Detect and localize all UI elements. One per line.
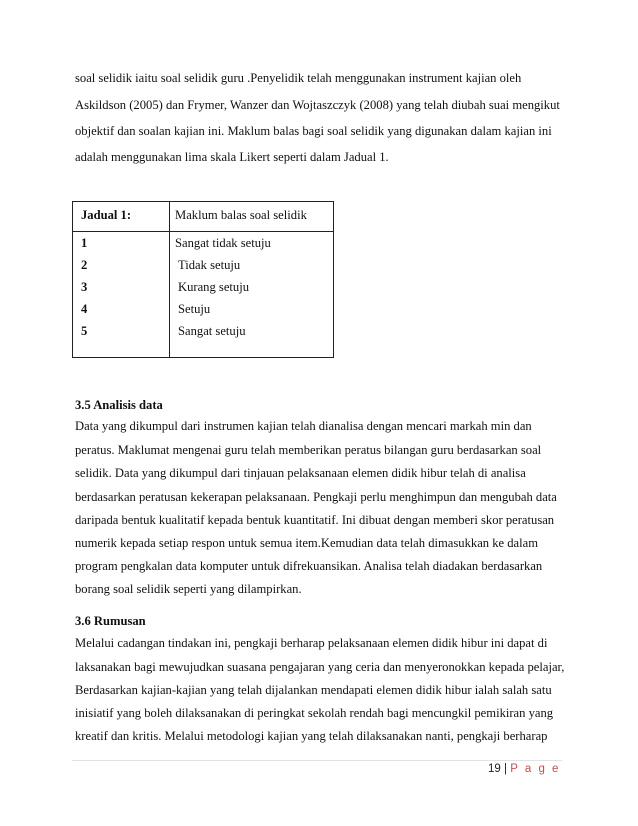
scale-label: Sangat tidak setuju: [175, 236, 271, 250]
scale-number: 5: [81, 324, 88, 338]
scale-label: Sangat setuju: [178, 324, 246, 338]
scale-label: Tidak setuju: [178, 258, 241, 272]
footer-separator: |: [504, 763, 507, 775]
likert-scale-table: [72, 201, 334, 358]
rumusan-line-5: kreatif dan kritis. Melalui metodologi kajian yang telah dilaksanakan nanti, pengkaji berharap: [75, 729, 548, 743]
section-heading-analisis: 3.5 Analisis data: [75, 398, 163, 412]
rumusan-line-1: Melalui cadangan tindakan ini, pengkaji berharap pelaksanaan elemen didik hibur ini dapat di: [75, 636, 548, 650]
scale-number: 4: [81, 302, 88, 316]
scale-number: 2: [81, 258, 88, 272]
intro-line-2: Askildson (2005) dan Frymer, Wanzer dan Wojtaszczyk (2008) yang telah diubah suai mengikut: [75, 98, 560, 112]
table-number-column: [73, 232, 170, 358]
analisis-line-3: selidik. Data yang dikumpul dari tinjauan pelaksanaan elemen didik hibur telah di analisa: [75, 466, 526, 480]
rumusan-line-2: laksanakan bagi mewujudkan suasana pengajaran yang ceria dan menyeronokkan kepada pelajar,: [75, 660, 565, 674]
rumusan-line-3: Berdasarkan kajian-kajian yang telah dijalankan mendapati elemen didik hibur ialah salah satu: [75, 683, 552, 697]
analisis-line-2: peratus. Maklumat mengenai guru telah memberikan peratus bilangan guru berdasarkan soal: [75, 443, 542, 457]
table-header-label-cell: [73, 202, 170, 232]
table-caption: Maklum balas soal selidik: [175, 208, 307, 222]
intro-line-4: adalah menggunakan lima skala Likert seperti dalam Jadual 1.: [75, 150, 389, 164]
analisis-line-4: berdasarkan peratusan kekerapan pelaksanaan. Pengkaji perlu menghimpun dan mengubah data: [75, 490, 557, 504]
analisis-line-8: borang soal selidik seperti yang dilampirkan.: [75, 582, 302, 596]
rumusan-line-4: inisiatif yang boleh dilaksanakan di peringkat sekolah rendah bagi mencungkil pemikiran yang: [75, 706, 554, 720]
footer-rule: [72, 760, 562, 761]
page-footer: [488, 763, 560, 775]
table-label: Jadual 1:: [81, 208, 132, 222]
section-heading-rumusan: 3.6 Rumusan: [75, 614, 146, 628]
page-label: P a g e: [510, 763, 561, 775]
intro-line-1: soal selidik iaitu soal selidik guru .Penyelidik telah menggunakan instrument kajian oleh: [75, 71, 522, 85]
analisis-line-1: Data yang dikumpul dari instrumen kajian telah dianalisa dengan mencari markah min dan: [75, 419, 532, 433]
analisis-line-6: numerik kepada setiap respon untuk semua item.Kemudian data telah dimasukkan ke dalam: [75, 536, 539, 550]
scale-label: Kurang setuju: [178, 280, 249, 294]
table-body-row: [73, 232, 334, 358]
scale-label: Setuju: [178, 302, 211, 316]
table-header-caption-cell: [170, 202, 334, 232]
table-header-row: [73, 202, 334, 232]
table-text-column: [170, 232, 334, 358]
analisis-line-5: daripada bentuk kualitatif kepada bentuk kuantitatif. Ini dibuat dengan memberi skor peratusan: [75, 513, 555, 527]
intro-line-3: objektif dan soalan kajian ini. Maklum balas bagi soal selidik yang digunakan dalam kajian ini: [75, 124, 552, 138]
analisis-line-7: program pengkalan data komputer untuk difrekuansikan. Analisa telah diadakan berdasarkan: [75, 559, 543, 573]
page-number: 19: [488, 763, 501, 775]
scale-number: 3: [81, 280, 88, 294]
scale-number: 1: [81, 236, 88, 250]
